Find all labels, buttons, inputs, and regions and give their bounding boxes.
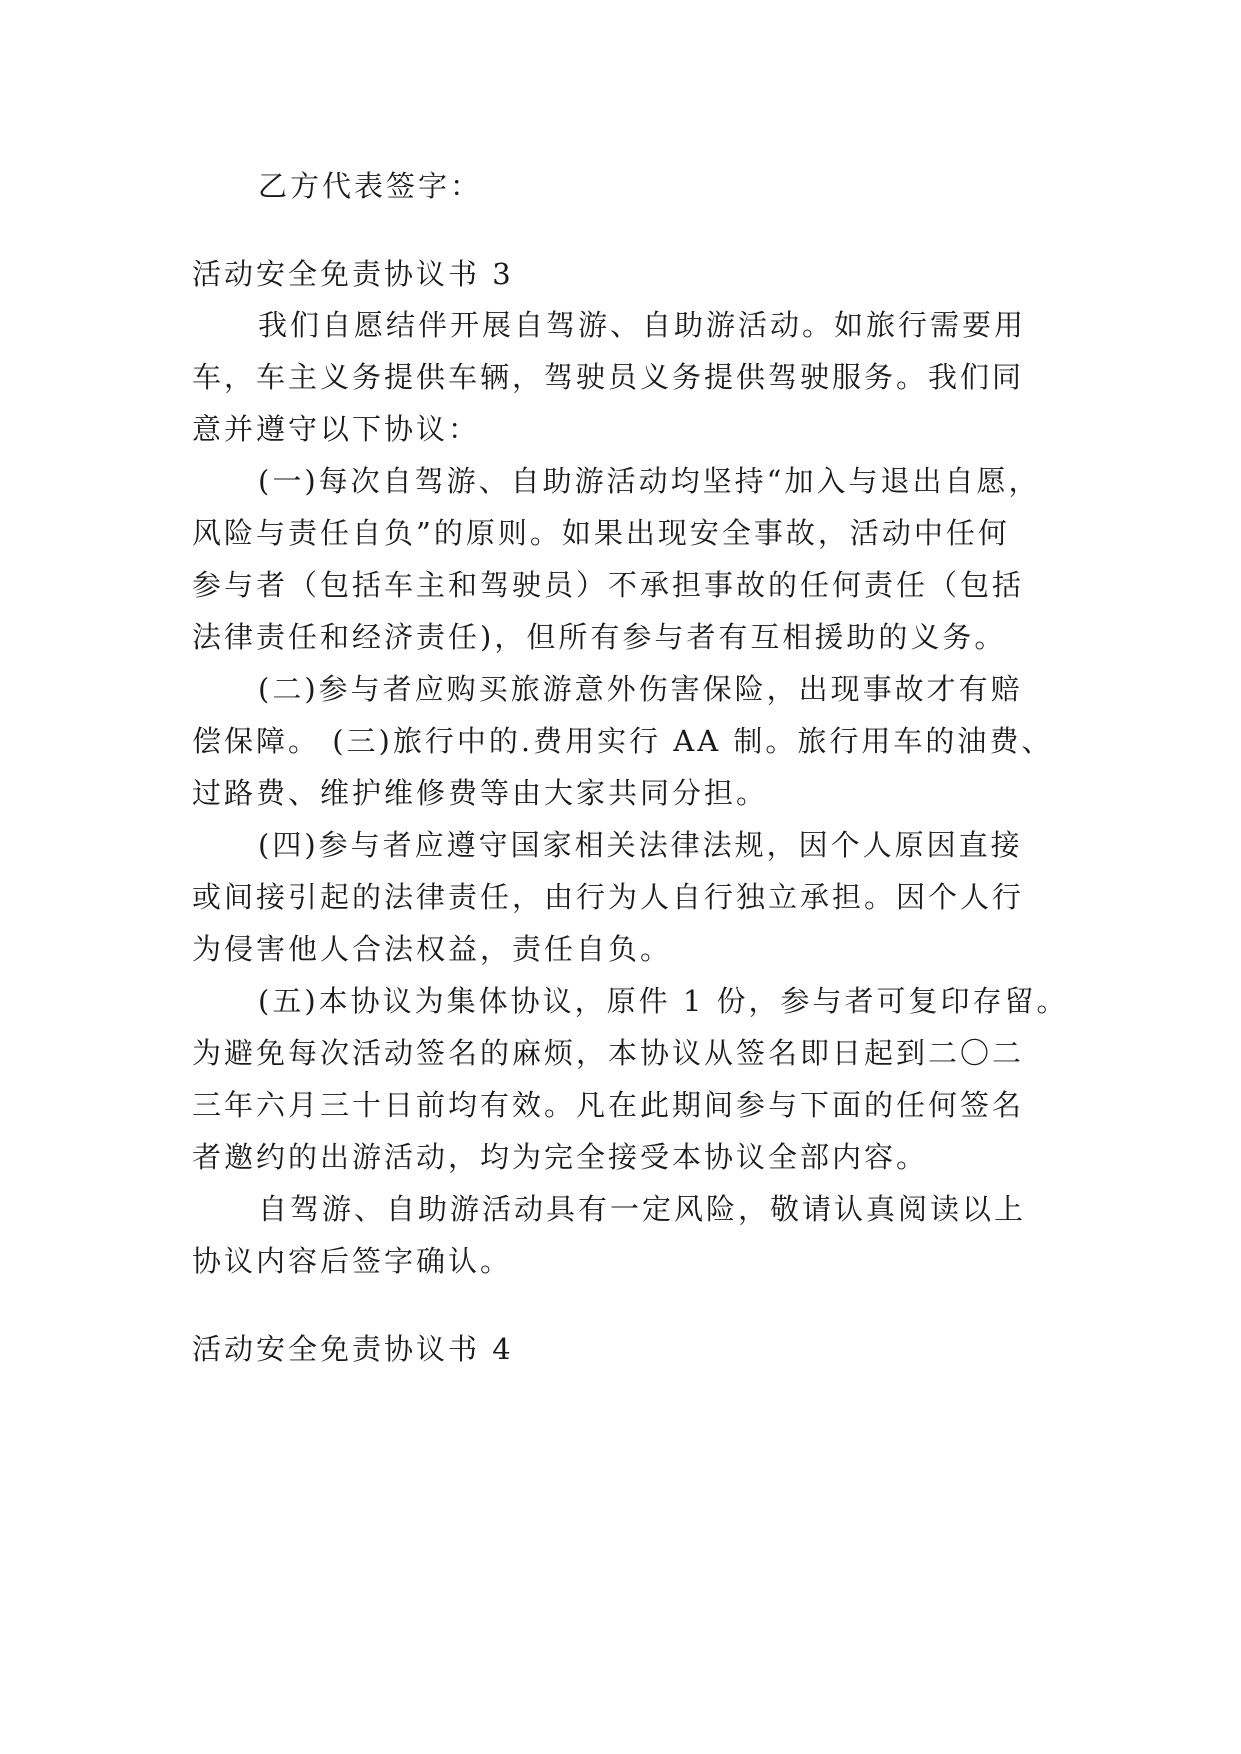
clause-1-line-4: 法律责任和经济责任)，但所有参与者有互相援助的义务。 (192, 620, 1007, 654)
clause-5-line-4: 者邀约的出游活动，均为完全接受本协议全部内容。 (192, 1140, 929, 1174)
clause-5-line-1: (五)本协议为集体协议，原件 1 份，参与者可复印存留。 (258, 984, 1069, 1018)
clause-1-line-2: 风险与责任自负”的原则。如果出现安全事故，活动中任何 (192, 516, 1010, 550)
intro-line-3: 意并遵守以下协议： (192, 412, 481, 446)
signature-line: 乙方代表签字： (258, 169, 483, 203)
closing-line-2: 协议内容后签字确认。 (192, 1244, 513, 1278)
clause-2-line-1: (二)参与者应购买旅游意外伤害保险，出现事故才有赔 (258, 672, 1023, 706)
clause-5-line-3: 三年六月三十日前均有效。凡在此期间参与下面的任何签名 (192, 1088, 1025, 1122)
clause-4-line-3: 为侵害他人合法权益，责任自负。 (192, 932, 673, 966)
section-heading-3: 活动安全免责协议书 3 (192, 257, 514, 291)
clause-1-line-1: (一)每次自驾游、自助游活动均坚持“加入与退出自愿， (258, 464, 1041, 498)
intro-line-2: 车，车主义务提供车辆，驾驶员义务提供驾驶服务。我们同 (192, 360, 1025, 394)
closing-line-1: 自驾游、自助游活动具有一定风险，敬请认真阅读以上 (258, 1192, 1027, 1226)
clause-5-line-2: 为避免每次活动签名的麻烦，本协议从签名即日起到二〇二 (192, 1036, 1025, 1070)
clause-2-line-3: 过路费、维护维修费等由大家共同分担。 (192, 776, 769, 810)
clause-4-line-2: 或间接引起的法律责任，由行为人自行独立承担。因个人行 (192, 880, 1025, 914)
clause-1-line-3: 参与者（包括车主和驾驶员）不承担事故的任何责任（包括 (192, 568, 1025, 602)
clause-2-line-2: 偿保障。 (三)旅行中的.费用实行 AA 制。旅行用车的油费、 (192, 724, 1054, 758)
clause-4-line-1: (四)参与者应遵守国家相关法律法规，因个人原因直接 (258, 828, 1023, 862)
section-heading-4: 活动安全免责协议书 4 (192, 1332, 514, 1366)
intro-line-1: 我们自愿结伴开展自驾游、自助游活动。如旅行需要用 (258, 308, 1027, 342)
